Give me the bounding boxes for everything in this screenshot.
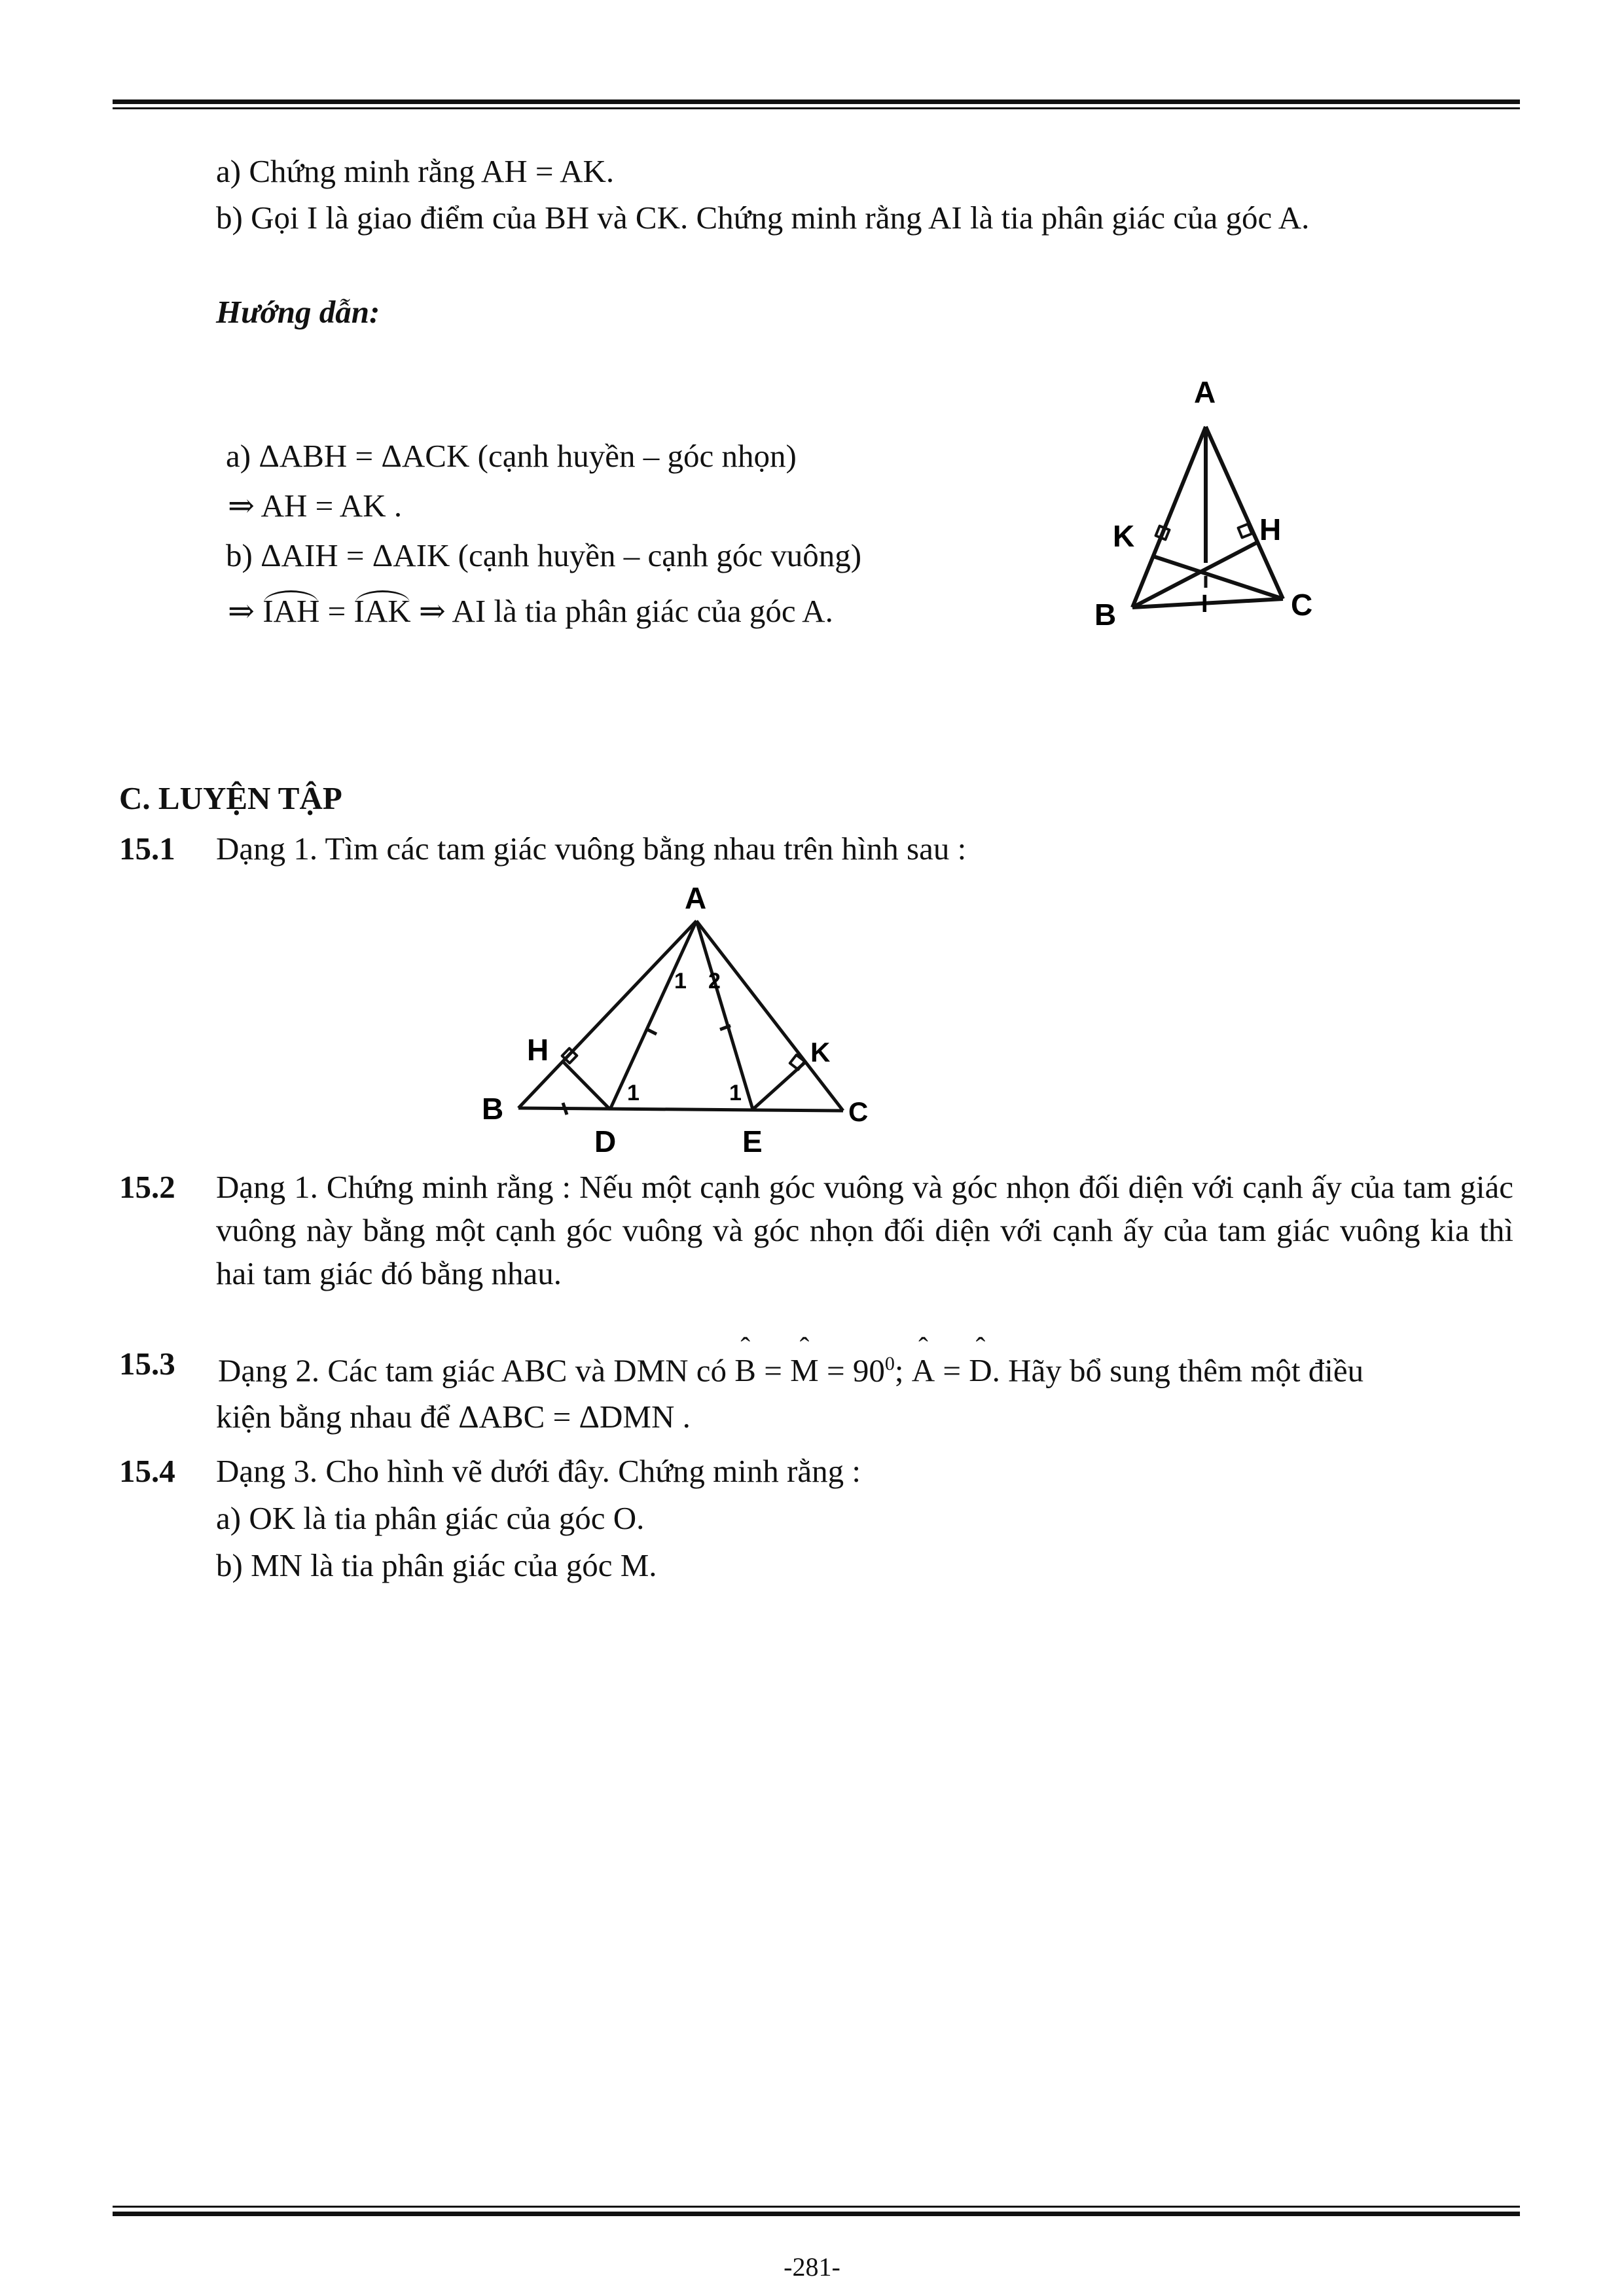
ex-15-1-text: Dạng 1. Tìm các tam giác vuông bằng nhau trên hình sau : xyxy=(216,831,967,867)
fig2-angle-a1: 1 xyxy=(674,969,687,994)
prev-part-a: a) Chứng minh rằng AH = AK. xyxy=(216,153,615,189)
ex-15-1-number: 15.1 xyxy=(119,831,175,867)
ex-15-3-lead: Dạng 2. Các tam giác ABC và DMN có xyxy=(218,1352,735,1389)
footer-rule-thick xyxy=(113,2212,1520,2216)
guide-line-4 xyxy=(228,592,833,631)
ex-15-2-text: Dạng 1. Chứng minh rằng : Nếu một cạnh góc vuông và góc nhọn đối diện với cạnh ấy của tam giác vuông này bằng một cạnh góc vuông và góc nhọn đối diện với cạnh ấy của tam giác vuông kia thì hai tam giác đó bằng nhau. xyxy=(216,1169,1513,1291)
angle-b: ˆ B xyxy=(734,1351,756,1390)
page-number: -281- xyxy=(784,2252,840,2282)
implies-symbol: ⇒ xyxy=(228,593,255,629)
degree-sup: 0 xyxy=(884,1353,895,1374)
ex-15-4-part-b: b) MN là tia phân giác của góc M. xyxy=(216,1547,657,1583)
section-title: C. LUYỆN TẬP xyxy=(119,780,342,816)
header-rule-thick xyxy=(113,99,1520,104)
fig2-segment-dh xyxy=(563,1062,610,1109)
fig2-angle-a2: 2 xyxy=(708,969,721,994)
fig1-right-angle-h xyxy=(1238,524,1252,538)
fig2-label-b: B xyxy=(482,1092,504,1126)
angle-iah: IAH xyxy=(262,592,319,631)
fig1-label-k: K xyxy=(1113,519,1135,553)
fig2-angle-e1: 1 xyxy=(729,1081,742,1105)
fig2-side-ab xyxy=(518,921,696,1108)
fig1-label-h: H xyxy=(1259,512,1282,547)
fig2-label-k: K xyxy=(810,1037,831,1067)
equals-sign: = xyxy=(327,593,346,629)
ex-15-3-line2: kiện bằng nhau để ΔABC = ΔDMN . xyxy=(216,1399,691,1435)
fig2-angle-d1: 1 xyxy=(627,1081,640,1105)
fig1-segment-bh xyxy=(1132,542,1258,607)
guide-line-1: a) ΔABH = ΔACK (cạnh huyền – góc nhọn) xyxy=(226,438,797,474)
ex-15-4-number: 15.4 xyxy=(119,1453,175,1489)
header-rule-thin xyxy=(113,107,1520,109)
figure-1-triangle xyxy=(1074,367,1335,655)
fig2-segment-ae xyxy=(696,921,753,1109)
fig1-label-a: A xyxy=(1194,375,1216,409)
guide-heading: Hướng dẫn: xyxy=(216,294,380,330)
eq-sign-2: = xyxy=(935,1352,969,1389)
fig1-label-c: C xyxy=(1291,588,1313,622)
angle-a: ˆ A xyxy=(912,1351,935,1390)
fig2-tick-bd xyxy=(563,1103,567,1115)
ex-15-2-number: 15.2 xyxy=(119,1169,175,1205)
fig1-side-ab xyxy=(1132,427,1206,607)
angle-m: ˆ M xyxy=(790,1351,819,1390)
ex-15-3-tail: . Hãy bổ sung thêm một điều xyxy=(992,1352,1364,1389)
fig2-label-h: H xyxy=(527,1033,549,1067)
fig2-label-c: C xyxy=(848,1096,869,1127)
semicolon: ; xyxy=(894,1352,912,1389)
footer-rule-thin xyxy=(113,2206,1520,2208)
prev-part-b: b) Gọi I là giao điểm của BH và CK. Chứng minh rằng AI là tia phân giác của góc A. xyxy=(216,200,1310,236)
guide-conclusion: ⇒ AI là tia phân giác của góc A. xyxy=(418,593,833,629)
ninety-degrees: = 90 xyxy=(818,1352,885,1389)
ex-15-4-text: Dạng 3. Cho hình vẽ dưới đây. Chứng minh rằng : xyxy=(216,1453,861,1489)
fig1-label-i: I xyxy=(1201,590,1208,618)
fig2-segment-ad xyxy=(610,921,696,1109)
fig2-label-e: E xyxy=(742,1124,763,1158)
angle-iak: IAK xyxy=(354,592,411,631)
fig2-tick-ad xyxy=(646,1029,657,1034)
fig2-label-a: A xyxy=(685,881,707,915)
guide-line-3: b) ΔAIH = ΔAIK (cạnh huyền – cạnh góc vuông) xyxy=(226,537,862,573)
angle-d: ˆ D xyxy=(969,1351,992,1390)
fig2-label-d: D xyxy=(594,1124,617,1158)
ex-15-3-line1 xyxy=(218,1344,1363,1390)
guide-line-2: ⇒ AH = AK . xyxy=(228,488,403,524)
eq-sign-1: = xyxy=(755,1352,791,1389)
fig1-label-b: B xyxy=(1094,598,1117,632)
ex-15-3-number: 15.3 xyxy=(119,1346,175,1382)
fig2-side-ac xyxy=(696,921,843,1111)
figure-2-triangle xyxy=(458,874,903,1162)
ex-15-4-part-a: a) OK là tia phân giác của góc O. xyxy=(216,1500,645,1536)
